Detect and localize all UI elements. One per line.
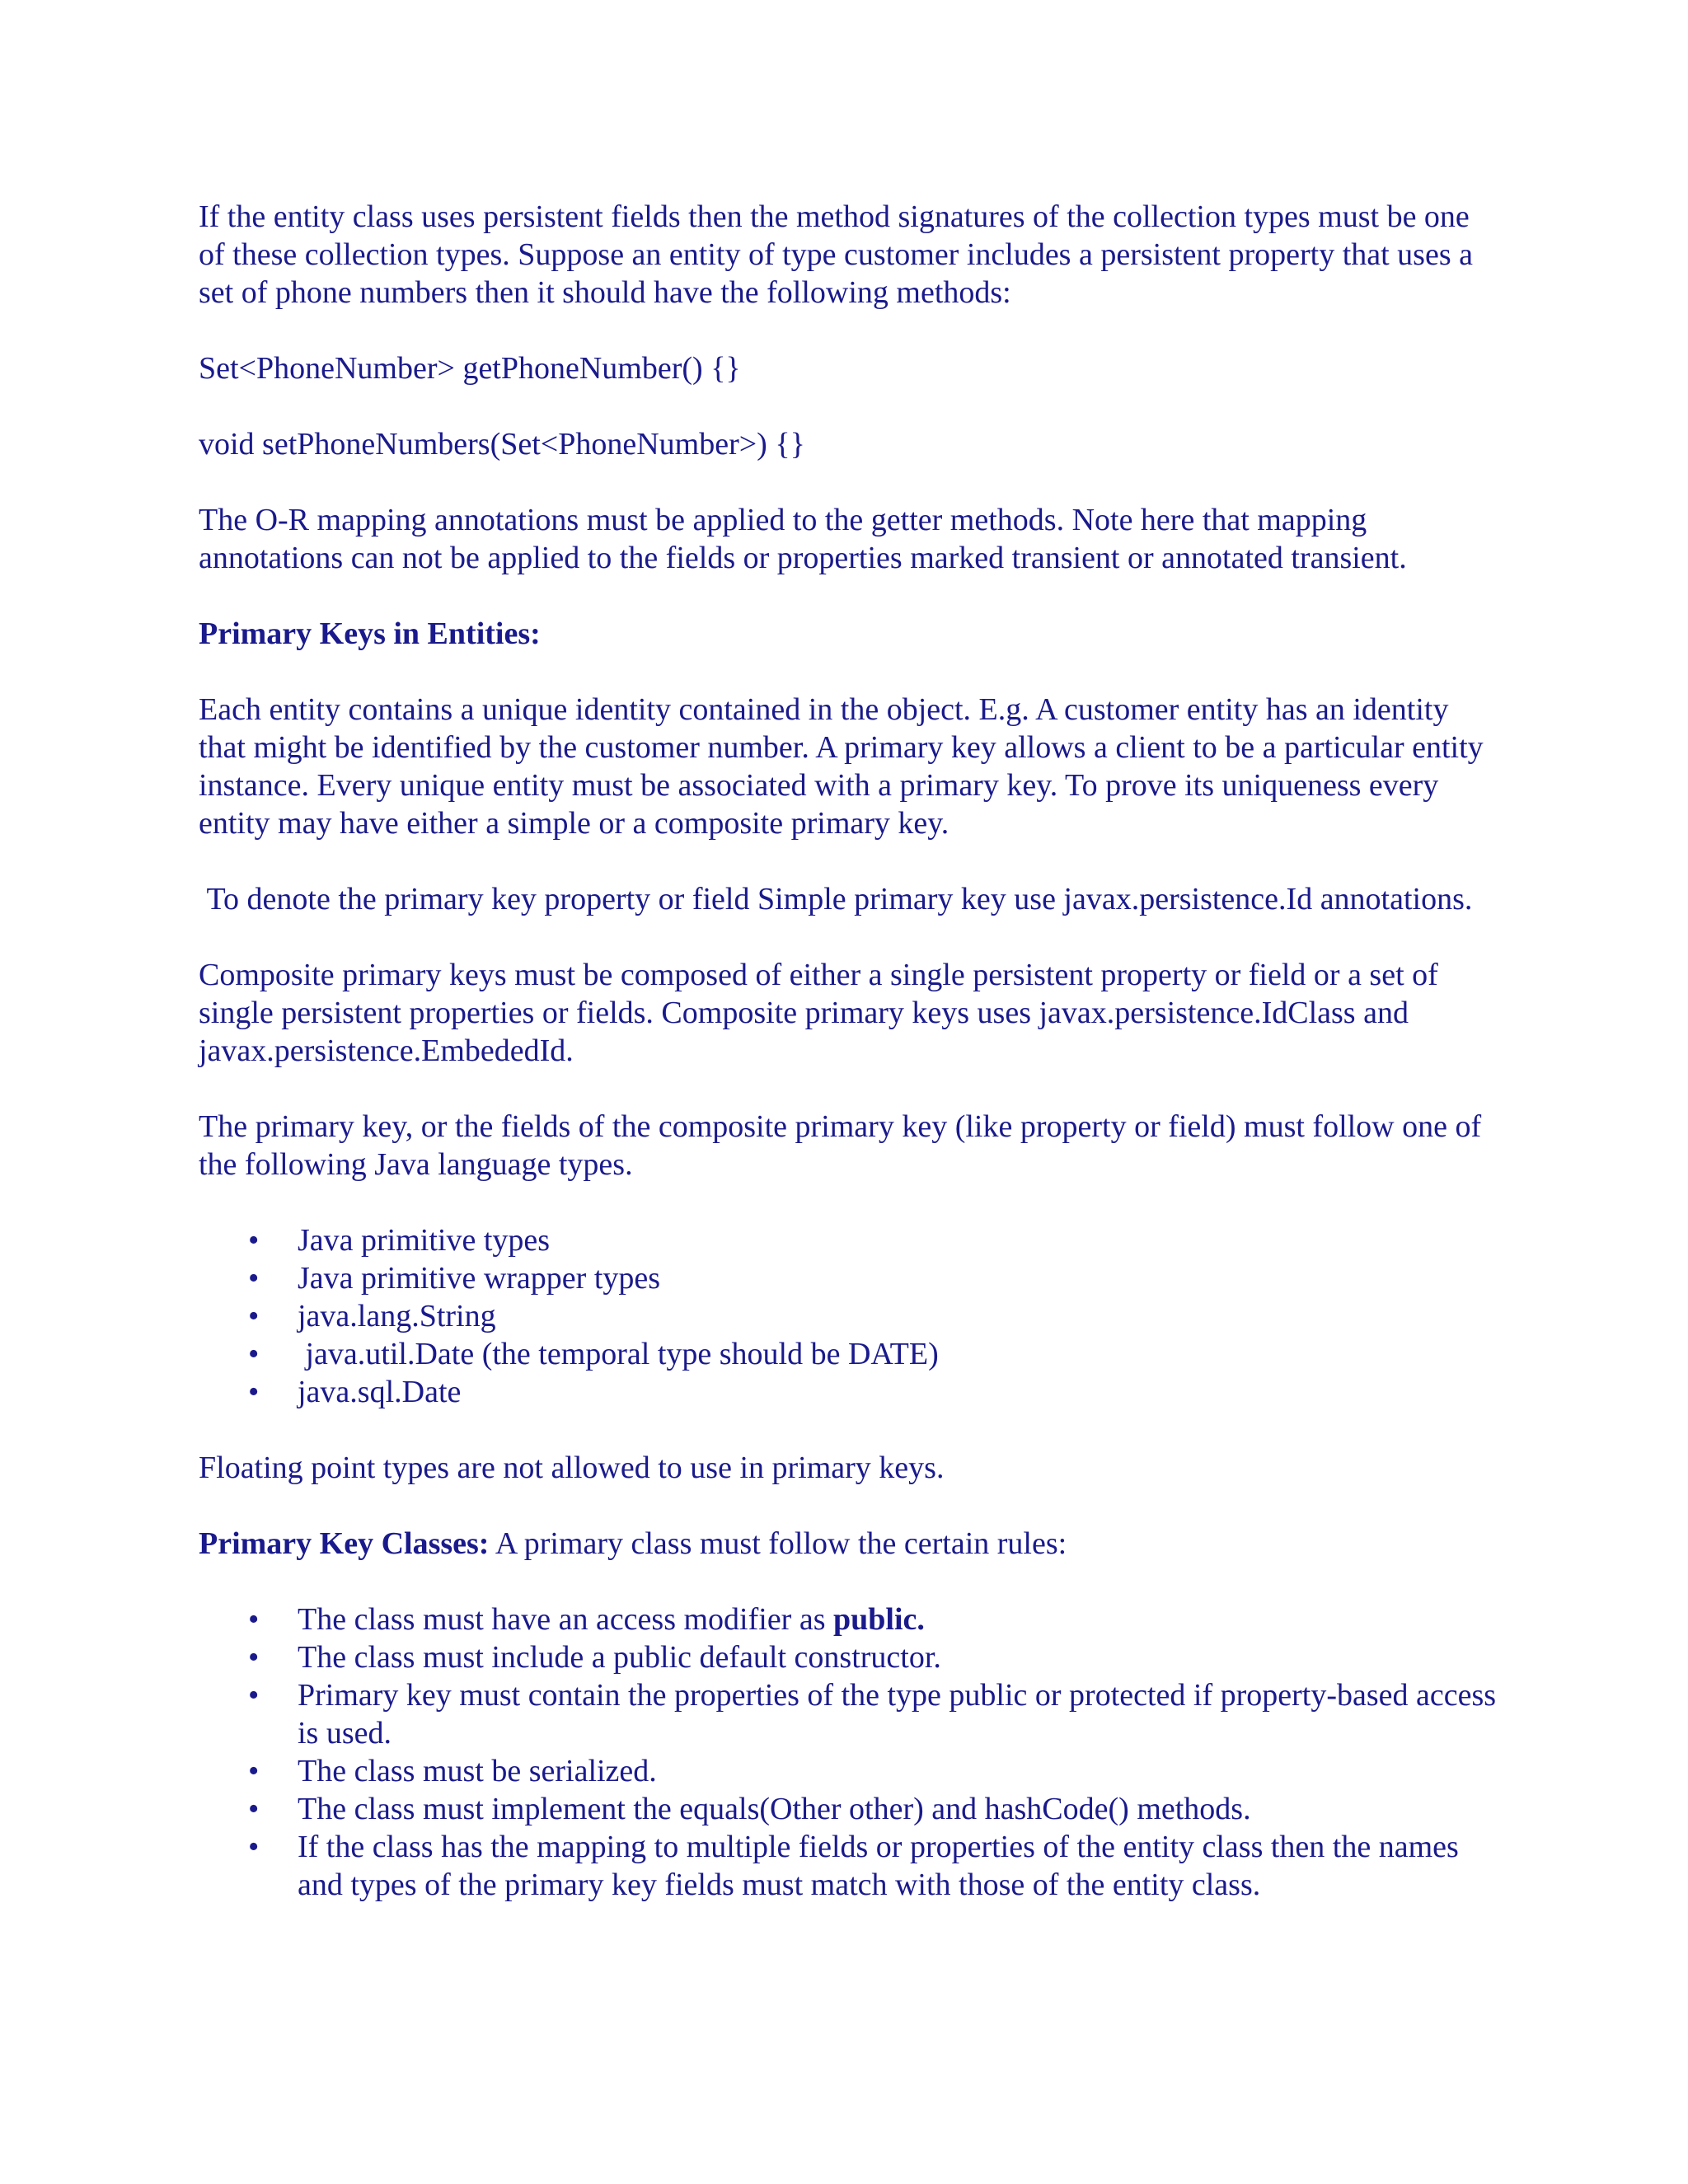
list-item xyxy=(199,1790,1501,1828)
list-item-text: Primary key must contain the properties of the type public or protected if property-based access is used. xyxy=(298,1678,1497,1750)
heading-primary-key-classes: Primary Key Classes: xyxy=(199,1526,490,1561)
bullet-icon: • xyxy=(248,1792,260,1826)
list-item-text: The class must include a public default constructor. xyxy=(298,1640,941,1675)
list-item xyxy=(199,1259,1501,1297)
heading-primary-keys: Primary Keys in Entities: xyxy=(199,616,541,651)
paragraph-key-types: The primary key, or the fields of the composite primary key (like property or field) must follow one of the following Java language types. xyxy=(199,1109,1482,1182)
bullet-icon: • xyxy=(248,1602,260,1637)
bullet-icon: • xyxy=(248,1261,260,1296)
list-item xyxy=(199,1601,1501,1638)
paragraph-unique-identity: Each entity contains a unique identity contained in the object. E.g. A customer entity has an identity that might be identified by the customer number. A primary key allows a client to be a particular entity instance. Every unique entity must be associated with a primary key. To prove its uniqueness every entity may have either a simple or a composite primary key. xyxy=(199,692,1484,841)
list-item-text: The class must have an access modifier as xyxy=(298,1602,833,1637)
list-item xyxy=(199,1297,1501,1335)
paragraph-collection-types: If the entity class uses persistent fields then the method signatures of the collection types must be one of these collection types. Suppose an entity of type customer includes a persistent property that uses a set of phone numbers then it should have the following methods: xyxy=(199,199,1473,310)
list-item xyxy=(199,1828,1501,1904)
list-item xyxy=(199,1676,1501,1752)
list-item xyxy=(199,1221,1501,1259)
code-setter-signature: void setPhoneNumbers(Set<PhoneNumber>) {} xyxy=(199,427,805,462)
list-key-class-rules xyxy=(199,1601,1501,1904)
list-item-text: java.lang.String xyxy=(298,1299,496,1333)
bullet-icon: • xyxy=(248,1299,260,1333)
bullet-icon: • xyxy=(248,1830,260,1864)
bullet-icon: • xyxy=(248,1375,260,1409)
document-body xyxy=(199,198,1501,1942)
heading-primary-key-classes-rest: A primary class must follow the certain rules: xyxy=(489,1526,1067,1561)
list-item-text: Java primitive types xyxy=(298,1223,551,1258)
list-item xyxy=(199,1752,1501,1790)
paragraph-floating-point: Floating point types are not allowed to use in primary keys. xyxy=(199,1451,945,1485)
bullet-icon: • xyxy=(248,1754,260,1788)
list-item-text: The class must be serialized. xyxy=(298,1754,657,1788)
list-item-text: Java primitive wrapper types xyxy=(298,1261,661,1296)
list-item xyxy=(199,1373,1501,1411)
list-item-text: If the class has the mapping to multiple fields or properties of the entity class then the names and types of the primary key fields must match with those of the entity class. xyxy=(298,1830,1459,1902)
bullet-icon: • xyxy=(248,1337,260,1371)
code-getter-signature: Set<PhoneNumber> getPhoneNumber() {} xyxy=(199,351,741,386)
list-item-text: java.sql.Date xyxy=(298,1375,462,1409)
list-java-types xyxy=(199,1221,1501,1411)
bullet-icon: • xyxy=(248,1223,260,1258)
list-item xyxy=(199,1335,1501,1373)
list-item xyxy=(199,1638,1501,1676)
paragraph-or-mapping: The O-R mapping annotations must be applied to the getter methods. Note here that mapping annotations can not be applied to the fields or properties marked transient or annotated transient. xyxy=(199,503,1407,575)
paragraph-key-classes xyxy=(199,1525,1501,1563)
list-item-text: java.util.Date (the temporal type should be DATE) xyxy=(298,1337,939,1371)
paragraph-composite-keys: Composite primary keys must be composed of either a single persistent property or field or a set of single persistent properties or fields. Composite primary keys uses javax.persistence.IdClass and javax.persistence.EmbededId. xyxy=(199,958,1438,1068)
bullet-icon: • xyxy=(248,1678,260,1713)
list-item-text: The class must implement the equals(Other other) and hashCode() methods. xyxy=(298,1792,1251,1826)
list-item-bold-text: public. xyxy=(833,1602,925,1637)
bullet-icon: • xyxy=(248,1640,260,1675)
paragraph-simple-key: To denote the primary key property or field Simple primary key use javax.persistence.Id annotations. xyxy=(199,882,1473,916)
